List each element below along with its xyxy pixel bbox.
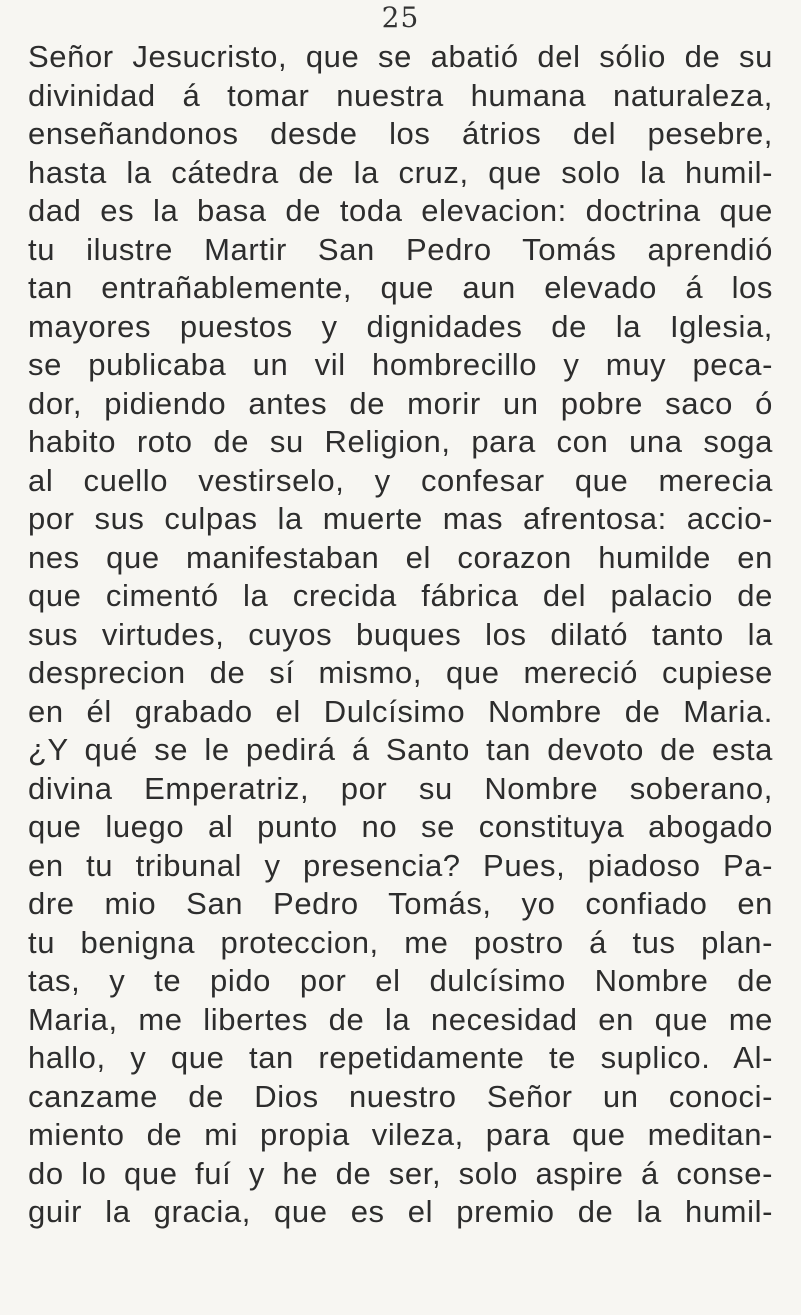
text-line: tu benigna proteccion, me postro á tus plan- xyxy=(28,924,773,960)
text-line: Maria, me libertes de la necesidad en que me xyxy=(28,1001,773,1037)
body-text xyxy=(28,38,773,1232)
text-line: ¿Y qué se le pedirá á Santo tan devoto de esta xyxy=(28,732,773,767)
text-line: habito roto de su Religion, para con una soga xyxy=(28,424,773,459)
text-line: dre mio San Pedro Tomás, yo confiado en xyxy=(28,886,773,921)
text-line: tu ilustre Martir San Pedro Tomás aprendió xyxy=(28,231,773,267)
text-line: hasta la cátedra de la cruz, que solo la humil- xyxy=(28,154,773,190)
page-number: 25 xyxy=(381,1,420,34)
text-line: enseñandonos desde los átrios del pesebre, xyxy=(28,116,773,151)
text-line: dor, pidiendo antes de morir un pobre saco ó xyxy=(28,385,773,421)
text-line: guir la gracia, que es el premio de la humil- xyxy=(28,1194,773,1229)
text-line: desprecion de sí mismo, que mereció cupiese xyxy=(28,655,773,690)
text-line: en tu tribunal y presencia? Pues, piadoso Pa- xyxy=(28,847,773,883)
text-line: do lo que fuí y he de ser, solo aspire á conse- xyxy=(28,1155,773,1191)
text-line: tas, y te pido por el dulcísimo Nombre de xyxy=(28,963,773,998)
text-line: miento de mi propia vileza, para que meditan- xyxy=(28,1117,773,1152)
text-line: nes que manifestaban el corazon humilde en xyxy=(28,539,773,575)
text-line: canzame de Dios nuestro Señor un conoci- xyxy=(28,1078,773,1114)
text-line: divina Emperatriz, por su Nombre soberano, xyxy=(28,770,773,806)
text-line: en él grabado el Dulcísimo Nombre de Maria. xyxy=(28,693,773,729)
text-line: por sus culpas la muerte mas afrentosa: accio- xyxy=(28,501,773,536)
text-line: hallo, y que tan repetidamente te suplico. Al- xyxy=(28,1040,773,1075)
text-line: que luego al punto no se constituya abogado xyxy=(28,809,773,844)
text-line: Señor Jesucristo, que se abatió del sólio de su xyxy=(28,39,773,74)
text-line: se publicaba un vil hombrecillo y muy peca- xyxy=(28,347,773,382)
text-line: sus virtudes, cuyos buques los dilató tanto la xyxy=(28,616,773,652)
text-line: al cuello vestirselo, y confesar que merecia xyxy=(28,462,773,498)
text-line: mayores puestos y dignidades de la Iglesia, xyxy=(28,308,773,344)
text-line: que cimentó la crecida fábrica del palacio de xyxy=(28,578,773,613)
text-line: dad es la basa de toda elevacion: doctrina que xyxy=(28,193,773,228)
text-line: divinidad á tomar nuestra humana naturaleza, xyxy=(28,77,773,113)
text-line: tan entrañablemente, que aun elevado á los xyxy=(28,270,773,305)
